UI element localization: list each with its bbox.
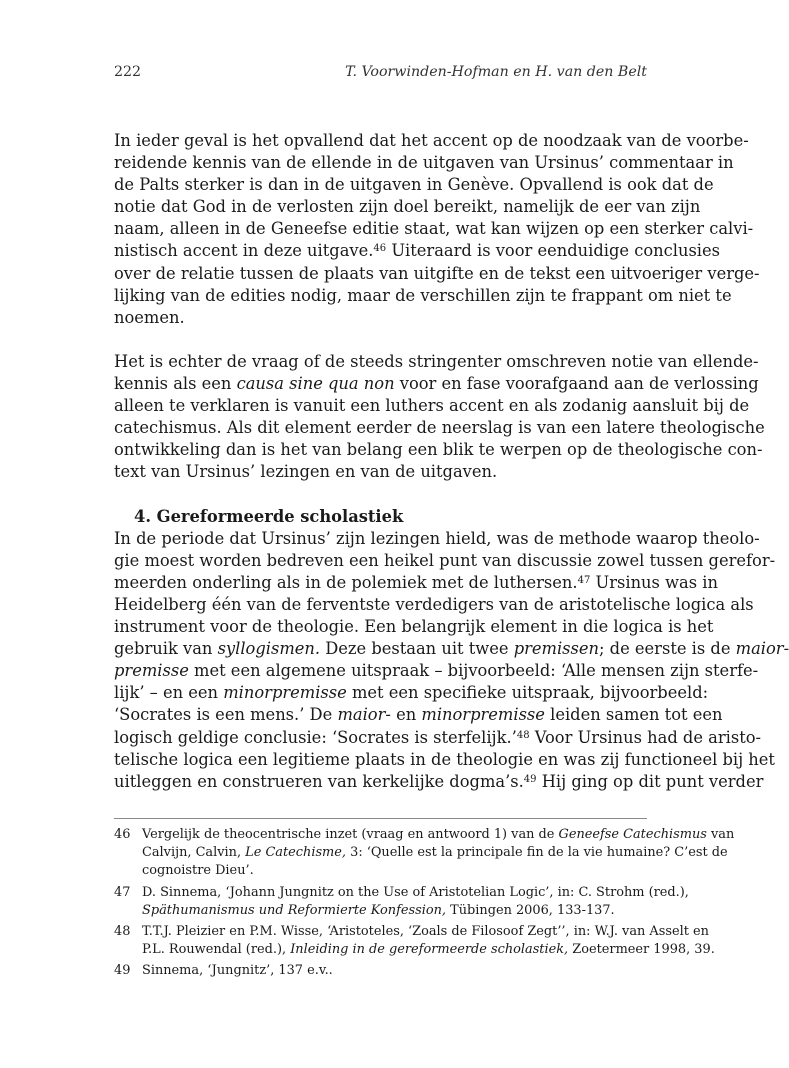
text-run: kennis als een (114, 374, 237, 394)
text-run: en (390, 705, 422, 725)
text-line: ontwikkeling dan is het van belang een blik te werpen op de theologische con- (114, 440, 763, 460)
italic-term: maior- (337, 705, 391, 725)
italic-term: minorpremisse (223, 683, 347, 703)
footnote-line: cognoistre Dieu’. (142, 863, 254, 879)
paragraph-3 (114, 528, 789, 793)
footnote-line: Sinnema, ‘Jungnitz’, 137 e.v.. (142, 963, 333, 979)
footnote-48 (114, 923, 715, 959)
text-line (114, 373, 759, 395)
footnote-number: 46 (114, 827, 131, 842)
text-line: catechismus. Als dit element eerder de neerslag is van een latere theologische (114, 418, 765, 438)
footnote-47 (114, 884, 689, 920)
text-run: van (706, 827, 735, 842)
text-line: notie dat God in de verlosten zijn doel bereikt, namelijk de eer van zijn (114, 197, 701, 217)
text-line: In ieder geval is het opvallend dat het accent op de noodzaak van de voorbe- (114, 131, 749, 150)
footnote-ref-47[interactable]: 47 (577, 574, 591, 586)
footnote-line (114, 826, 735, 844)
text-run: Vergelijk de theocentrische inzet (vraag en antwoord 1) van de (142, 827, 559, 842)
paragraph-2 (114, 351, 765, 484)
text-run: Ursinus was in (590, 572, 718, 592)
italic-title: Inleiding in de gereformeerde scholastiek, (290, 942, 569, 958)
text-run: lijk’ – en een (114, 683, 224, 703)
footnote-number: 48 (114, 923, 131, 939)
text-run: ‘Socrates is een mens.’ De (114, 705, 338, 725)
text-line: text van Ursinus’ lezingen en van de uitgaven. (114, 462, 498, 482)
italic-term: maior- (735, 639, 789, 659)
section-heading: 4. Gereformeerde scholastiek (134, 506, 404, 526)
text-line: alleen te verklaren is vanuit een luthers accent en als zodanig aansluit bij de (114, 396, 750, 416)
text-line: In de periode dat Ursinus’ zijn lezingen hield, was de methode waarop theolo- (114, 528, 760, 548)
text-line: reidende kennis van de ellende in de uitgaven van Ursinus’ commentaar in (114, 153, 734, 173)
page-number: 222 (114, 64, 142, 80)
footnote-ref-48[interactable]: 48 (516, 729, 530, 741)
footnote-line (114, 902, 647, 920)
text-run: leiden samen tot een (544, 705, 723, 725)
text-run: Deze bestaan uit twee (320, 639, 514, 659)
text-line (114, 704, 723, 726)
text-run: voor en fase voorafgaand aan de verlossing (394, 374, 759, 394)
footnotes (114, 826, 735, 984)
text-run: Voor Ursinus had de aristo- (529, 727, 762, 747)
italic-title: Geneefse Catechismus (558, 827, 707, 842)
footnote-line: D. Sinnema, ‘Johann Jungnitz on the Use of Aristotelian Logic’, in: C. Strohm (red.), (142, 884, 689, 900)
text-run: Uiteraard is voor eenduidige conclusies (386, 241, 721, 261)
text-line: over de relatie tussen de plaats van uitgifte en de tekst een uitvoeriger verge- (114, 263, 760, 283)
text-line: noemen. (114, 307, 185, 327)
text-run: gebruik van (114, 639, 218, 659)
text-run: nistisch accent in deze uitgave. (114, 241, 374, 261)
footnote-line: T.T.J. Pleizier en P.M. Wisse, ‘Aristoteles, ‘Zoals de Filosoof Zegt’’, in: W.J. van Asselt en (142, 923, 709, 939)
footnote-number: 47 (114, 884, 131, 900)
footnote-number: 49 (114, 963, 131, 979)
text-line (114, 240, 721, 262)
footnote-divider (114, 818, 647, 819)
text-run: ; de eerste is de (599, 639, 736, 659)
text-line: naam, alleen in de Geneefse editie staat, wat kan wijzen op een sterker calvi- (114, 219, 754, 239)
footnote-ref-49[interactable]: 49 (523, 773, 537, 785)
text-line: gie moest worden bedreven een heikel punt van discussie zowel tussen gerefor- (114, 550, 776, 570)
italic-term: minorpremisse (421, 705, 545, 725)
footnote-49 (114, 962, 647, 980)
running-title-authors: T. Voorwinden-Hofman en H. van den Belt (345, 64, 647, 80)
footnote-line (114, 941, 715, 959)
text-run: Tübingen 2006, 133-137. (446, 902, 615, 918)
text-run: Calvijn, Calvin, (142, 845, 246, 861)
italic-title: Le Catechisme, (245, 845, 347, 861)
text-line (114, 660, 759, 682)
text-line: Heidelberg één van de ferventste verdedigers van de aristotelische logica als (114, 594, 754, 614)
text-run: logisch geldige conclusie: ‘Socrates is sterfelijk.’ (114, 727, 517, 747)
text-line: lijking van de edities nodig, maar de verschillen zijn te frappant om niet te (114, 285, 732, 305)
text-line (114, 682, 709, 704)
text-line (114, 771, 764, 793)
text-line: de Palts sterker is dan in de uitgaven in Genève. Opvallend is ook dat de (114, 175, 714, 195)
text-run: met een algemene uitspraak – bijvoorbeeld: ‘Alle mensen zijn sterfe- (188, 661, 759, 681)
text-run: meerden onderling als in de polemiek met de luthersen. (114, 572, 578, 592)
italic-term: causa sine qua non (236, 374, 395, 394)
text-line: instrument voor de theologie. Een belangrijk element in die logica is het (114, 617, 714, 637)
italic-title: Späthumanismus und Reformierte Konfession, (142, 902, 447, 918)
text-run: uitleggen en construeren van kerkelijke dogma’s. (114, 771, 524, 791)
paragraph-1 (114, 130, 760, 329)
footnote-ref-46[interactable]: 46 (373, 243, 387, 255)
italic-term: premissen (513, 639, 600, 659)
text-line: telische logica een legitieme plaats in de theologie en was zij functioneel bij het (114, 749, 775, 769)
text-run: met een specifieke uitspraak, bijvoorbeeld: (346, 683, 709, 703)
text-run: P.L. Rouwendal (red.), (142, 942, 291, 958)
body-text (114, 130, 789, 793)
footnote-46 (114, 826, 735, 881)
text-run: 3: ‘Quelle est la principale fin de la vie humaine? C’est de (346, 845, 728, 861)
italic-term: premisse (114, 661, 189, 681)
text-line (114, 727, 762, 749)
text-line (114, 572, 718, 594)
text-line (114, 638, 789, 660)
italic-term: syllogismen. (217, 639, 321, 659)
footnote-line (114, 844, 728, 862)
text-run: Zoetermeer 1998, 39. (568, 942, 715, 958)
text-run: Hij ging op dit punt verder (536, 771, 764, 791)
text-line: Het is echter de vraag of de steeds stringenter omschreven notie van ellende- (114, 351, 759, 371)
page (114, 0, 789, 1068)
